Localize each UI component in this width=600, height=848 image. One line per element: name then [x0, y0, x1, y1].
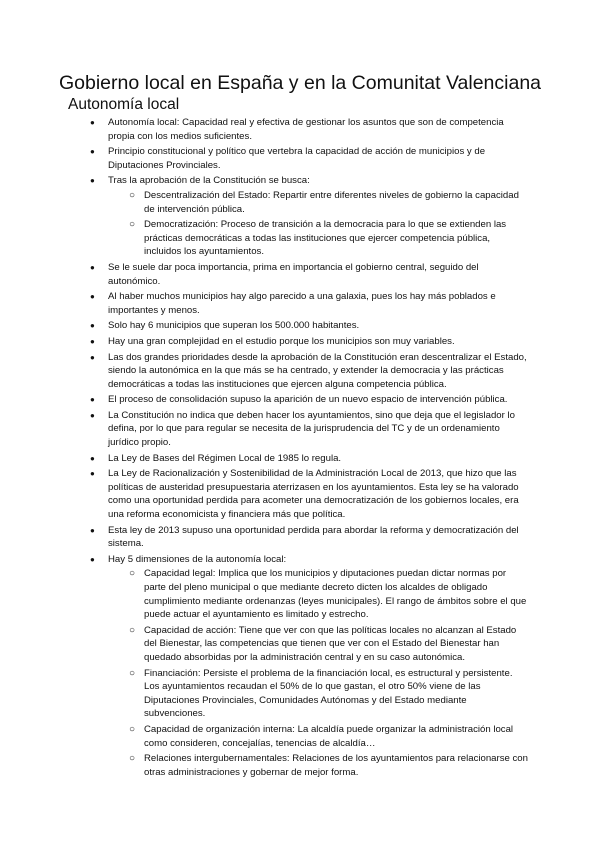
sub-list-item: [129, 667, 528, 721]
list-item-text: Hay una gran complejidad en el estudio porque los municipios son muy variables.: [108, 335, 455, 347]
sub-list-item-text: Democratización: Proceso de transición a la democracia para lo que se extienden las prácticas democráticas a todas las instituciones que ejercer competencia pública, incluidos los ayuntamientos.: [144, 219, 507, 258]
bullet-icon: ●: [90, 395, 95, 405]
list-item: [90, 452, 528, 466]
sub-list: [108, 567, 528, 779]
bullet-icon: ●: [90, 118, 95, 127]
bullet-icon: ●: [90, 525, 95, 535]
hollow-bullet-icon: ○: [129, 624, 136, 636]
sub-list-item-text: Capacidad de acción: Tiene que ver con que las políticas locales no alcanzan al Estado del Bienestar, las competencias que tienen que ver con el Estado del Bienestar han quedado absorbidas por la administración central y en su caso autonómica.: [144, 624, 517, 663]
bullet-icon: ●: [90, 147, 95, 157]
bullet-icon: ●: [90, 453, 95, 463]
hollow-bullet-icon: ○: [129, 189, 136, 201]
list-item: [90, 319, 528, 333]
bullet-icon: ●: [90, 321, 95, 331]
list-item: [90, 553, 528, 780]
bullet-icon: ●: [90, 469, 95, 479]
list-item: [90, 467, 528, 521]
list-item: [90, 290, 528, 317]
sub-list-item: [129, 189, 528, 216]
list-item-text: La Ley de Racionalización y Sostenibilidad de la Administración Local de 2013, que hizo que las políticas de austeridad presupuestaria aterrizasen en los ayuntamientos. Esta ley se ha valorado como una oportunidad perdida para acometer una democratización de los gobiernos locales, era una reforma economicista y financiera más que política.: [108, 468, 519, 521]
sub-list-item-text: Financiación: Persiste el problema de la financiación local, es estructural y persistente. Los ayuntamientos recaudan el 50% de lo que gastan, el otro 50% viene de las Diputaciones Provinciales, Comunidades Autónomas y del Estado mediante subvenciones.: [144, 667, 513, 720]
list-item-text: Principio constitucional y político que vertebra la capacidad de acción de municipios y de Diputaciones Provinciales.: [108, 146, 486, 171]
list-item: [90, 116, 528, 143]
sub-list-item-text: Capacidad legal: Implica que los municipios y diputaciones puedan dictar normas por parte del pleno municipal o que mediante decreto dicten los alcaldes de obligado cumplimiento mediante ordenanzas (leyes municipales). El rango de ámbitos sobre el que puede actuar el ayuntamiento es limitado y estrecho.: [144, 568, 527, 621]
list-item: [90, 174, 528, 259]
sub-list-item-text: Capacidad de organización interna: La alcaldía puede organizar la administración local como consideren, concejalías, tenencias de alcaldía…: [144, 723, 514, 749]
list-item-text: Hay 5 dimensiones de la autonomía local:: [108, 553, 287, 565]
list-item: [90, 524, 528, 551]
sub-list-item-text: Descentralización del Estado: Repartir entre diferentes niveles de gobierno la capacidad de intervención pública.: [144, 189, 519, 215]
list-item-text: Esta ley de 2013 supuso una oportunidad perdida para abordar la reforma y democratización del sistema.: [108, 524, 519, 550]
bullet-list: [90, 116, 528, 781]
list-item-text: El proceso de consolidación supuso la aparición de un nuevo espacio de intervención pública.: [108, 394, 508, 406]
sub-list-item: [129, 218, 528, 259]
bullet-icon: ●: [90, 262, 95, 272]
hollow-bullet-icon: ○: [129, 723, 136, 735]
list-item: [90, 335, 528, 349]
list-item-text: Al haber muchos municipios hay algo parecido a una galaxia, pues los hay más poblados e importantes y menos.: [108, 291, 496, 316]
bullet-icon: ●: [90, 554, 95, 564]
hollow-bullet-icon: ○: [129, 568, 136, 580]
list-item-text: Las dos grandes prioridades desde la aprobación de la Constitución eran descentralizar el Estado, siendo la autonómica en la que más se ha centrado, y extender la democracia y las prácticas democráticas a todas las instituciones que ejercen alguna competencia pública.: [108, 351, 527, 390]
list-item: [90, 409, 528, 450]
list-item-text: Se le suele dar poca importancia, prima en importancia el gobierno central, seguido del autonómico.: [108, 261, 479, 287]
sub-list: [108, 189, 528, 259]
list-item-text: La Constitución no indica que deben hacer los ayuntamientos, sino que deja que el legislador lo defina, por lo que para regular se necesita de la jurisprudencia del TC y de un ordenamiento jurídico propio.: [108, 409, 515, 449]
list-item: [90, 261, 528, 288]
sub-list-item: [129, 723, 528, 750]
sub-list-item-text: Relaciones intergubernamentales: Relaciones de los ayuntamientos para relacionarse con otras administraciones y gobernar de mejor forma.: [144, 753, 528, 778]
bullet-icon: ●: [90, 292, 95, 302]
section-heading: Autonomía local: [68, 96, 180, 113]
sub-list-item: [129, 752, 528, 779]
bullet-icon: ●: [90, 176, 95, 186]
sub-list-item: [129, 567, 528, 621]
hollow-bullet-icon: ○: [129, 219, 136, 231]
hollow-bullet-icon: ○: [129, 753, 136, 765]
list-item-text: La Ley de Bases del Régimen Local de 1985 lo regula.: [108, 452, 342, 464]
bullet-icon: ●: [90, 336, 95, 346]
list-item-text: Tras la aprobación de la Constitución se busca:: [108, 175, 310, 187]
list-item: [90, 145, 528, 172]
hollow-bullet-icon: ○: [129, 667, 136, 679]
bullet-icon: ●: [90, 352, 95, 362]
sub-list-item: [129, 624, 528, 665]
list-item: [90, 393, 528, 407]
bullet-icon: ●: [90, 410, 95, 420]
document-title: Gobierno local en España y en la Comunitat Valenciana: [58, 72, 542, 94]
list-item-text: Solo hay 6 municipios que superan los 500.000 habitantes.: [108, 320, 360, 332]
list-item: [90, 351, 528, 392]
list-item-text: Autonomía local: Capacidad real y efectiva de gestionar los asuntos que son de competencia propia con los medios suficientes.: [108, 117, 504, 142]
